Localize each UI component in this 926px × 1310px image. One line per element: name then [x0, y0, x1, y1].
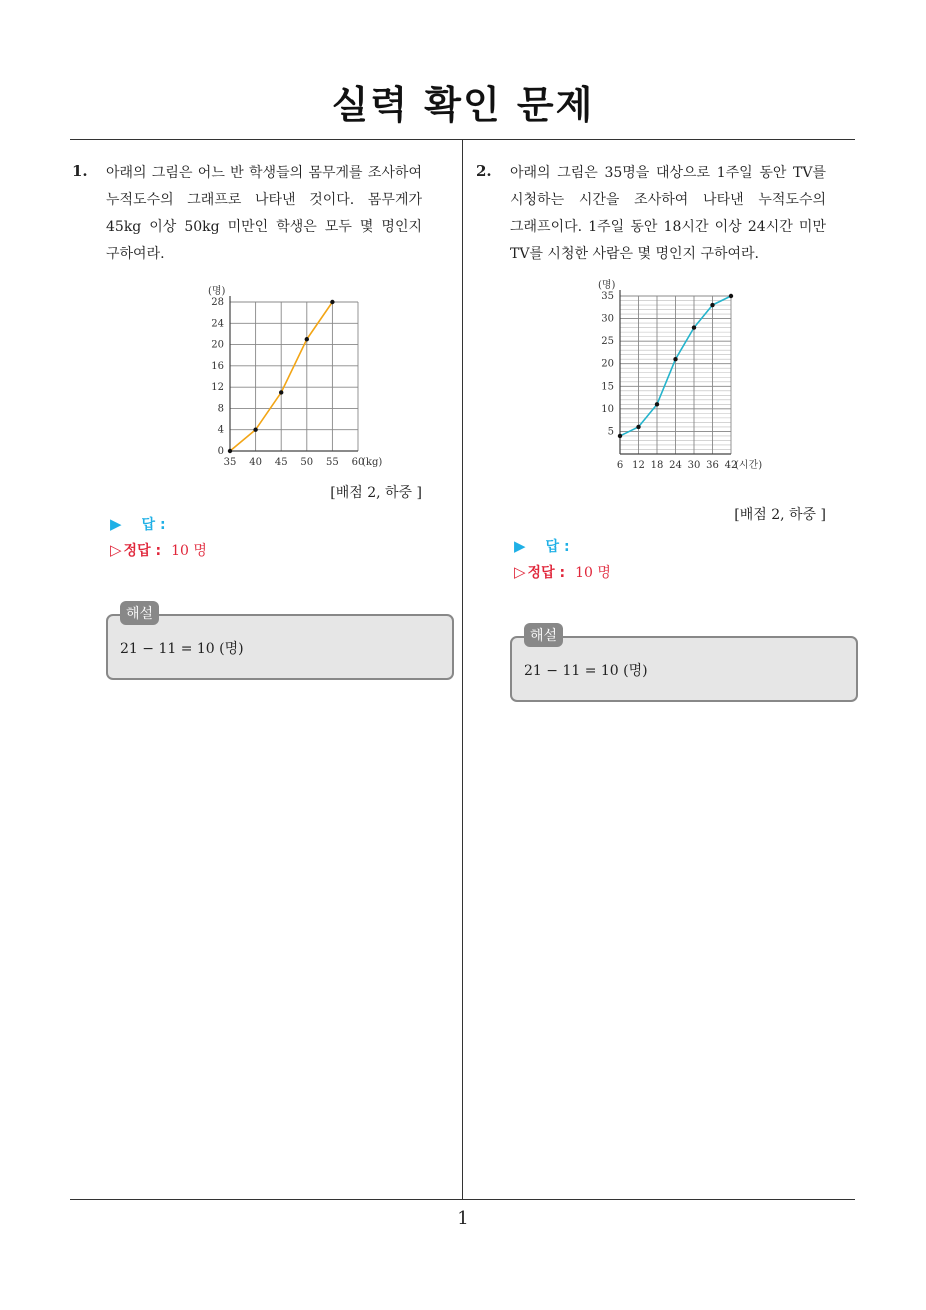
y-tick-label: 12 [211, 382, 224, 394]
answer-row [514, 536, 826, 556]
y-tick-label: 20 [211, 339, 224, 351]
y-tick-label: 4 [217, 424, 224, 436]
explanation-tag: 해설 [524, 623, 563, 647]
data-point [636, 425, 640, 429]
explanation-tag: 해설 [120, 601, 159, 625]
y-axis-unit-label: (명) [208, 286, 226, 297]
data-point [618, 434, 622, 438]
explanation-box [510, 628, 858, 702]
x-tick-label: 40 [249, 457, 262, 468]
x-tick-label: 36 [706, 460, 719, 471]
y-tick-label: 16 [211, 360, 224, 372]
x-tick-label: 55 [326, 457, 339, 468]
data-point [253, 428, 257, 432]
data-point [228, 449, 232, 453]
answer-label: 답 : [141, 517, 166, 533]
question-number: 2. [476, 162, 492, 180]
question-number: 1. [72, 162, 88, 180]
data-point [673, 357, 677, 361]
page-number: 1 [457, 1208, 469, 1229]
x-axis-unit-label: (kg) [362, 457, 383, 468]
data-point [305, 337, 309, 341]
correct-label: 정답 : [527, 565, 566, 581]
y-tick-label: 15 [601, 381, 614, 393]
y-tick-label: 28 [211, 297, 224, 308]
correct-label: 정답 : [123, 543, 162, 559]
question-2 [474, 160, 826, 702]
x-tick-label: 24 [669, 460, 682, 471]
y-tick-label: 10 [601, 403, 614, 415]
score-info: [배점 2, 하중 ] [734, 507, 826, 523]
play-triangle-icon: ▶ [514, 537, 526, 555]
question-1 [70, 160, 422, 680]
data-point [710, 303, 714, 307]
outline-triangle-icon: ▷ [514, 563, 526, 581]
data-point [330, 300, 334, 304]
correct-value: 10 명 [171, 543, 207, 559]
y-tick-label: 25 [601, 336, 614, 348]
data-point [655, 402, 659, 406]
x-tick-label: 42 [724, 460, 738, 471]
correct-answer-row [514, 562, 826, 582]
correct-answer-row [110, 540, 422, 560]
x-tick-label: 30 [687, 460, 701, 471]
data-point [692, 325, 696, 329]
answer-label: 답 : [545, 539, 570, 555]
x-tick-label: 60 [351, 457, 365, 468]
x-tick-label: 6 [616, 460, 624, 471]
outline-triangle-icon: ▷ [110, 541, 122, 559]
cumulative-frequency-chart-tv [586, 276, 786, 476]
x-tick-label: 12 [632, 460, 645, 471]
y-tick-label: 0 [217, 446, 224, 457]
answer-row [110, 514, 422, 534]
y-tick-label: 5 [607, 426, 614, 438]
data-point [729, 294, 733, 298]
y-tick-label: 20 [601, 358, 614, 370]
x-tick-label: 35 [223, 457, 237, 468]
y-tick-label: 8 [217, 403, 224, 415]
x-axis-unit-label: (시간) [735, 460, 763, 471]
y-axis-unit-label: (명) [598, 280, 616, 291]
x-tick-label: 18 [650, 460, 664, 471]
score-info: [배점 2, 하중 ] [330, 485, 422, 501]
y-tick-label: 24 [211, 318, 224, 330]
play-triangle-icon: ▶ [110, 515, 122, 533]
x-tick-label: 50 [300, 457, 314, 468]
question-text: 아래의 그림은 어느 반 학생들의 몸무게를 조사하여 누적도수의 그래프로 나타낸 것이다. 몸무게가 45kg 이상 50kg 미만인 학생은 모두 몇 명인지 구하여라. [106, 165, 422, 262]
bottom-rule [70, 1199, 855, 1200]
y-tick-label: 35 [601, 291, 614, 302]
correct-value: 10 명 [575, 565, 611, 581]
explanation-box [106, 606, 454, 680]
data-point [279, 390, 283, 394]
cumulative-frequency-chart-weight [188, 276, 388, 476]
explanation-body: 21 − 11 = 10 (명) [120, 641, 244, 657]
page-title: 실력 확인 문제 [331, 83, 595, 127]
explanation-body: 21 − 11 = 10 (명) [524, 663, 648, 679]
column-divider [462, 140, 463, 1200]
x-tick-label: 45 [274, 457, 288, 468]
question-text: 아래의 그림은 35명을 대상으로 1주일 동안 TV를 시청하는 시간을 조사하여 나타낸 누적도수의 그래프이다. 1주일 동안 18시간 이상 24시간 미만 TV를 시청한 사람은 몇 명인지 구하여라. [510, 165, 826, 262]
y-tick-label: 30 [601, 313, 614, 325]
